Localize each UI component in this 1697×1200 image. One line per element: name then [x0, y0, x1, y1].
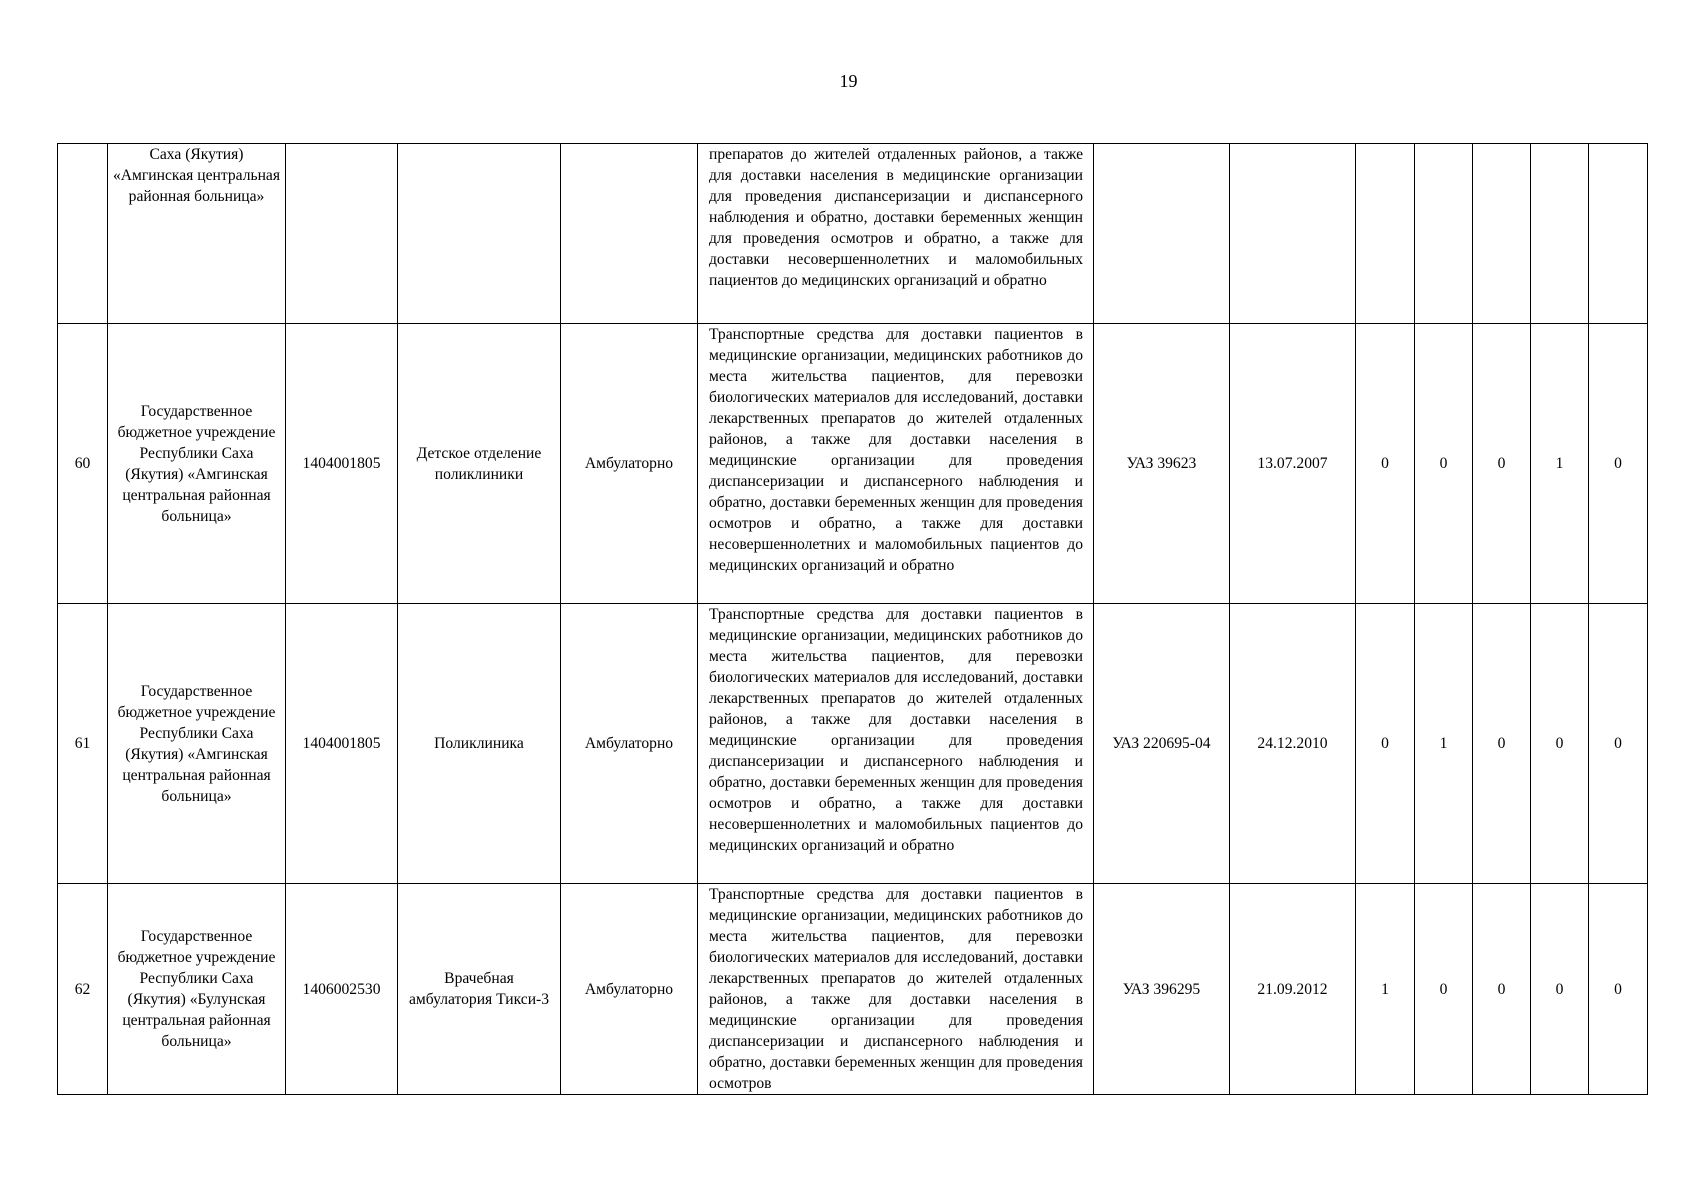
count-col-2: 0: [1415, 884, 1473, 1095]
registration-date: [1230, 144, 1356, 324]
division: Поликлиника: [398, 604, 561, 884]
count-col-5: 0: [1589, 884, 1648, 1095]
organization-name: Государственное бюджетное учреждение Республики Саха (Якутия) «Амгинская центральная районная больница»: [108, 604, 286, 884]
table-row: [58, 144, 1648, 324]
organization-name: Саха (Якутия) «Амгинская центральная районная больница»: [108, 144, 286, 324]
vehicle-model: УАЗ 220695-04: [1094, 604, 1230, 884]
table-row: [58, 324, 1648, 604]
count-col-5: 0: [1589, 604, 1648, 884]
table-row: [58, 604, 1648, 884]
row-number: 60: [58, 324, 108, 604]
inn: [286, 144, 398, 324]
vehicle-model: УАЗ 396295: [1094, 884, 1230, 1095]
registration-date: 24.12.2010: [1230, 604, 1356, 884]
care-condition: Амбулаторно: [561, 324, 698, 604]
row-number: 62: [58, 884, 108, 1095]
count-col-2: 0: [1415, 324, 1473, 604]
registration-date: 13.07.2007: [1230, 324, 1356, 604]
count-col-1: 0: [1356, 324, 1415, 604]
care-condition: Амбулаторно: [561, 604, 698, 884]
row-number: [58, 144, 108, 324]
organization-name: Государственное бюджетное учреждение Республики Саха (Якутия) «Амгинская центральная районная больница»: [108, 324, 286, 604]
count-col-4: 0: [1531, 884, 1589, 1095]
vehicle-purpose: Транспортные средства для доставки пациентов в медицинские организации, медицинских работников до места жительства пациентов, для перевозки биологических материалов для исследований, доставки лекарственных препаратов до жителей отдаленных районов, а также для доставки населения в медицинские организации для проведения диспансеризации и диспансерного наблюдения и обратно, доставки беременных женщин для проведения осмотров и обратно, а также для доставки несовершеннолетних и маломобильных пациентов до медицинских организаций и обратно: [698, 324, 1094, 604]
vehicle-purpose: препаратов до жителей отдаленных районов, а также для доставки населения в медицинские организации для проведения диспансеризации и диспансерного наблюдения и обратно, доставки беременных женщин для проведения осмотров и обратно, а также для доставки несовершеннолетних и маломобильных пациентов до медицинских организаций и обратно: [698, 144, 1094, 324]
count-col-3: 0: [1473, 324, 1531, 604]
count-col-2: 1: [1415, 604, 1473, 884]
inn: 1404001805: [286, 324, 398, 604]
inn: 1404001805: [286, 604, 398, 884]
row-number: 61: [58, 604, 108, 884]
inn: 1406002530: [286, 884, 398, 1095]
count-col-5: [1589, 144, 1648, 324]
count-col-4: 1: [1531, 324, 1589, 604]
table-row: [58, 884, 1648, 1095]
division: Врачебная амбулатория Тикси-3: [398, 884, 561, 1095]
vehicle-purpose: Транспортные средства для доставки пациентов в медицинские организации, медицинских работников до места жительства пациентов, для перевозки биологических материалов для исследований, доставки лекарственных препаратов до жителей отдаленных районов, а также для доставки населения в медицинские организации для проведения диспансеризации и диспансерного наблюдения и обратно, доставки беременных женщин для проведения осмотров и обратно, а также для доставки несовершеннолетних и маломобильных пациентов до медицинских организаций и обратно: [698, 604, 1094, 884]
vehicle-table: [57, 143, 1648, 1095]
page-number: 19: [839, 71, 858, 91]
count-col-3: [1473, 144, 1531, 324]
count-col-3: 0: [1473, 884, 1531, 1095]
count-col-1: [1356, 144, 1415, 324]
organization-name: Государственное бюджетное учреждение Республики Саха (Якутия) «Булунская центральная районная больница»: [108, 884, 286, 1095]
care-condition: [561, 144, 698, 324]
count-col-3: 0: [1473, 604, 1531, 884]
registration-date: 21.09.2012: [1230, 884, 1356, 1095]
table-body: [58, 144, 1648, 1095]
division: Детское отделение поликлиники: [398, 324, 561, 604]
count-col-1: 0: [1356, 604, 1415, 884]
count-col-5: 0: [1589, 324, 1648, 604]
count-col-4: [1531, 144, 1589, 324]
vehicle-model: [1094, 144, 1230, 324]
count-col-4: 0: [1531, 604, 1589, 884]
vehicle-model: УАЗ 39623: [1094, 324, 1230, 604]
vehicle-purpose: Транспортные средства для доставки пациентов в медицинские организации, медицинских работников до места жительства пациентов, для перевозки биологических материалов для исследований, доставки лекарственных препаратов до жителей отдаленных районов, а также для доставки населения в медицинские организации для проведения диспансеризации и диспансерного наблюдения и обратно, доставки беременных женщин для проведения осмотров: [698, 884, 1094, 1095]
division: [398, 144, 561, 324]
care-condition: Амбулаторно: [561, 884, 698, 1095]
count-col-2: [1415, 144, 1473, 324]
count-col-1: 1: [1356, 884, 1415, 1095]
